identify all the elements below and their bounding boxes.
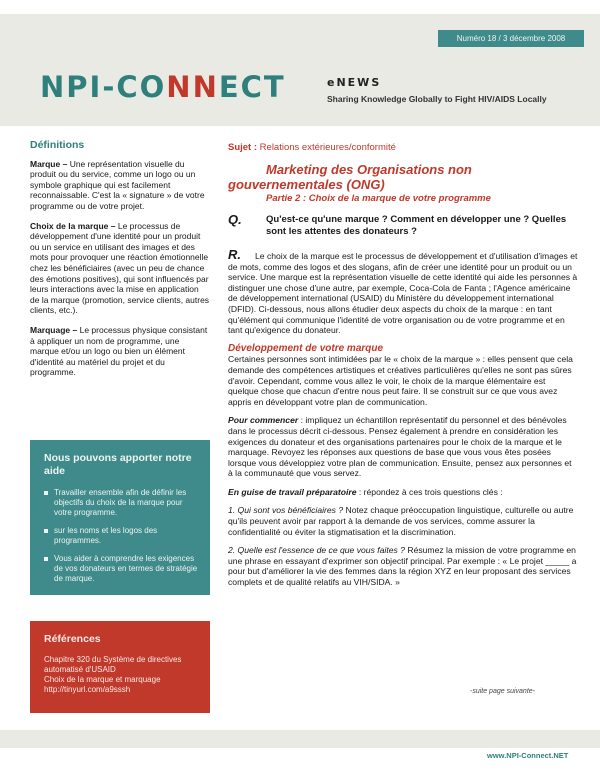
prep-paragraph (228, 487, 578, 498)
question-letter: Q. (228, 212, 242, 227)
definition-text: Une représentation visuelle du produit ou du service, comme un logo ou un symbole graphique qui est facilement reconnaissable. C'est la « signature » de votre programme ou de votre projet. (30, 158, 205, 211)
section-paragraph: Certaines personnes sont intimidées par le « choix de la marque » : elles pensent que cela demande des compétences artistiques et créatives particulières qu'elles ne sont pas sûres d'avoir. Cependant, comme vous allez le voir, le choix de la marque élémentaire est quelque chose que chacun d'entre nous peut faire. Il se construit sur ce que vous avez appris en développant votre plan de communication. (228, 354, 573, 407)
help-heading: Nous pouvons apporter notre aide (44, 452, 192, 477)
reference-line: Choix de la marque et marquage (44, 675, 161, 684)
section-heading: Développement de votre marque (228, 342, 384, 354)
definition-term: Marque – (30, 158, 68, 169)
help-box (30, 440, 210, 595)
definition-term: Choix de la marque – (30, 220, 116, 231)
article-title-line1: Marketing des Organisations non (266, 162, 472, 177)
logo-part1: NPI-CO (40, 70, 167, 104)
references-box (30, 621, 210, 713)
answer-paragraph (228, 247, 578, 336)
logo-part2: ECT (218, 70, 286, 104)
prep-text: : répondez à ces trois questions clés : (356, 486, 503, 497)
subject-line (228, 142, 396, 153)
start-paragraph (228, 415, 578, 479)
help-item: Travailler ensemble afin de définir les objectifs du choix de la marque pour votre programme. (44, 488, 198, 518)
reference-link[interactable]: http://tinyurl.com/a9sssh (44, 685, 131, 694)
enews-label: eNEWS (327, 76, 382, 89)
definition-text: Le processus physique consistant à appliquer un nom de programme, une marque et/ou un logo ou bien un élément d'identité au matériel du projet et du programme. (30, 324, 208, 378)
question2-text: Résumez la mission de votre programme en une phrase en essayant d'exprimer son objectif principal. Par exemple : « Le projet _____ a pour but d'améliorer la vie des femmes dans la région XYZ en leur proposant des services complets et de qualité relatifs au VIH/SIDA. » (228, 545, 577, 588)
help-item: sur les noms et les logos des programmes. (44, 526, 198, 546)
footer-band (0, 730, 600, 748)
continued-note: -suite page suivante- (470, 688, 535, 695)
definitions-heading: Définitions (30, 139, 85, 151)
start-text: : impliquez un échantillon représentatif du personnel et des bénévoles dans le processus décrit ci-dessous. Pensez également à prendre en considération les exigences du donateur et des organisations partenaires pour le choix de la marque et le marquage. Revoyez les réponses aux questions de base que vous vous êtes posées lorsque vous développiez votre plan de communication. Ensuite, pensez aux personnes et à la communauté que vous servez. (228, 415, 572, 479)
article-subtitle: Partie 2 : Choix de la marque de votre programme (266, 193, 491, 204)
question2-label: 2. Quelle est l'essence de ce que vous faites ? (228, 545, 405, 556)
article-title (228, 162, 578, 192)
reference-line: Chapitre 320 du Système de directives automatisé d'USAID (44, 655, 182, 674)
question-text: Qu'est-ce qu'une marque ? Comment en développer une ? Quelles sont les attentes des donateurs ? (266, 214, 567, 237)
question1-text: Notez chaque préoccupation linguistique, culturelle ou autre qu'ils peuvent avoir par rapport à la demande de vos services, comme assurer la confidentialité ou éviter la stigmatisation et la discrimination. (228, 505, 574, 537)
definition-item (30, 325, 210, 378)
definition-item (30, 159, 210, 212)
question1-paragraph (228, 505, 578, 537)
tagline: Sharing Knowledge Globally to Fight HIV/AIDS Locally (327, 94, 547, 104)
footer-url[interactable]: www.NPI-Connect.NET (487, 751, 569, 760)
answer-letter: R. (228, 247, 241, 262)
references-heading: Références (44, 633, 101, 645)
question1-label: 1. Qui sont vos bénéficiaires ? (228, 505, 344, 516)
prep-label: En guise de travail préparatoire (228, 486, 357, 497)
article-body (228, 247, 578, 596)
logo (40, 70, 286, 104)
subject-label: Sujet : (228, 142, 258, 153)
start-label: Pour commencer (228, 415, 299, 426)
subject-text: Relations extérieures/conformité (257, 142, 396, 153)
logo-nn: NN (166, 70, 219, 104)
definition-term: Marquage – (30, 324, 78, 335)
question2-paragraph (228, 545, 578, 587)
article-title-line2: gouvernementales (ONG) (228, 177, 385, 192)
answer-text: Le choix de la marque est le processus de développement et d'utilisation d'images et de mots, comme des logos et des slogans, afin de créer une identité pour un produit ou un service. Une marque est la représentation visuelle de cette identité qui aide les personnes à distinguer une chose d'une autre, par exemple, Coca-Cola de Fanta ; l'Agence américaine de développement international (USAID) du Ministère du développement international (DFID). Ci-dessous, nous allons étudier deux aspects du choix de la marque : en tant qu'élément qui communique l'identité de votre organisation ou de votre programme et en tant qu'exigence du donateur. (228, 251, 578, 336)
definitions-column (30, 140, 210, 387)
definition-item (30, 221, 210, 316)
help-list (30, 488, 210, 584)
definition-text: Le processus de développement d'une identité pour un produit ou un service en utilisant des images et des mots pour provoquer une réaction émotionnelle chez les bénéficiaires (avec un peu de chance des émotions positives), qui sont influencés par leurs interactions avec la mise en application de la marque (promotion, service clients, autres clients, etc.). (30, 220, 210, 316)
help-item: Vous aider à comprendre les exigences de vos donateurs en termes de stratégie de marque. (44, 554, 198, 584)
issue-tab: Numéro 18 / 3 décembre 2008 (438, 30, 584, 47)
